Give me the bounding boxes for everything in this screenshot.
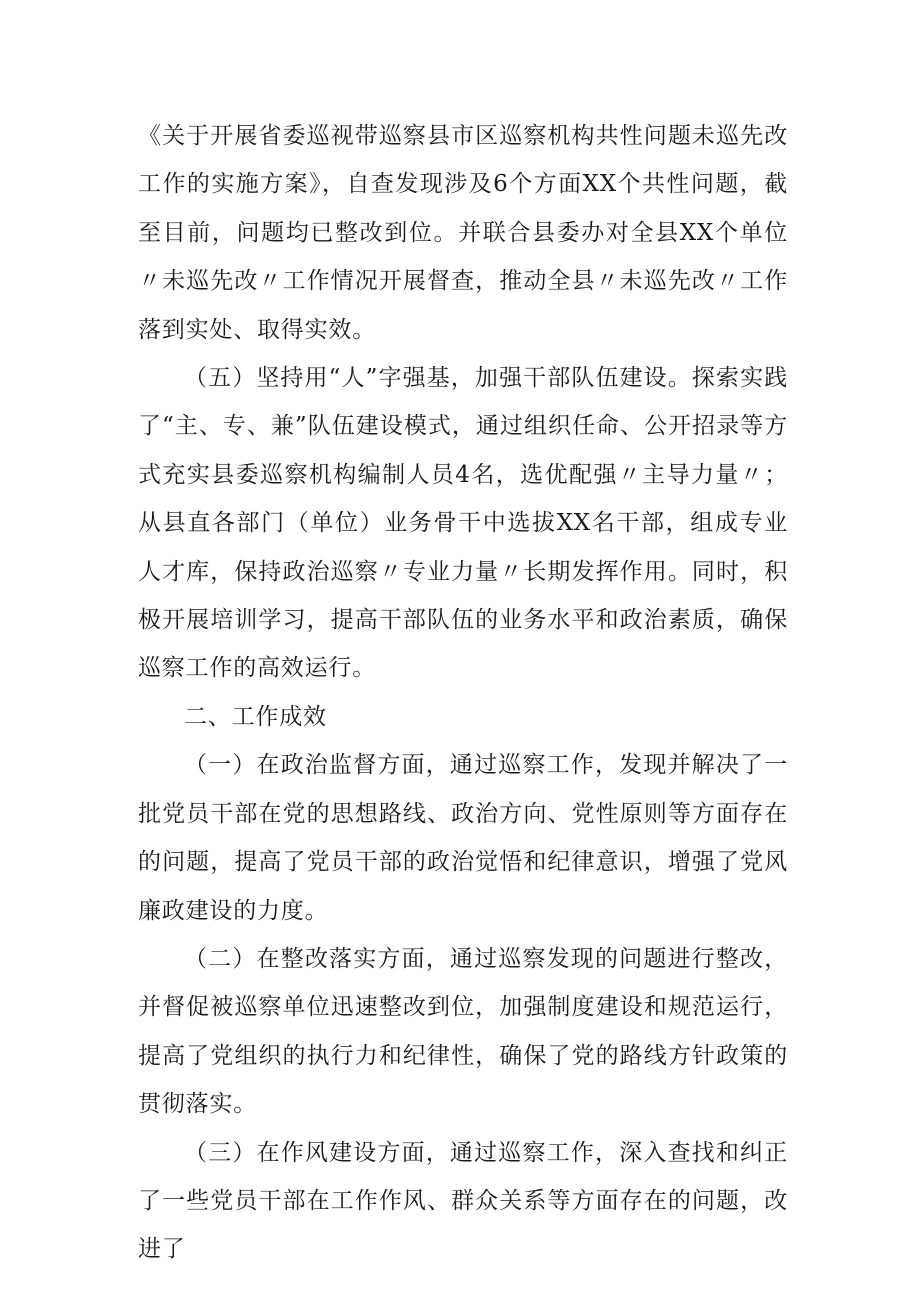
document-body xyxy=(138,112,788,1274)
section-heading-work-results: 二、工作成效 xyxy=(184,703,327,730)
paragraph-cadre-team-building: （五）坚持用“人”字强基，加强干部队伍建设。探索实践了“主、专、兼”队伍建设模式，通过组织任命、公开招录等方式充实县委巡察机构编制人员4名，选优配强〃主导力量〃；从县直各部门（单位）业务骨干中选拔XX名干部，组成专业人才库，保持政治巡察〃专业力量〃长期发挥作用。同时，积极开展培训学习，提高干部队伍的业务水平和政治素质，确保巡察工作的高效运行。 xyxy=(138,365,788,682)
paragraph-work-style: （三）在作风建设方面，通过巡察工作，深入查找和纠正了一些党员干部在工作作风、群众关系等方面存在的问题，改进了 xyxy=(138,1139,788,1263)
paragraph-implementation-plan: 《关于开展省委巡视带巡察县市区巡察机构共性问题未巡先改工作的实施方案》，自查发现涉及6个方面XX个共性问题，截至目前，问题均已整改到位。并联合县委办对全县XX个单位〃未巡先改〃工作情况开展督查，推动全县〃未巡先改〃工作落到实处、取得实效。 xyxy=(138,123,788,343)
paragraph-political-supervision: （一）在政治监督方面，通过巡察工作，发现并解决了一批党员干部在党的思想路线、政治方向、党性原则等方面存在的问题，提高了党员干部的政治觉悟和纪律意识，增强了党风廉政建设的力度。 xyxy=(138,752,788,924)
paragraph-rectification: （二）在整改落实方面，通过巡察发现的问题进行整改，并督促被巡察单位迅速整改到位，加强制度建设和规范运行，提高了党组织的执行力和纪律性，确保了党的路线方针政策的贯彻落实。 xyxy=(138,945,788,1118)
